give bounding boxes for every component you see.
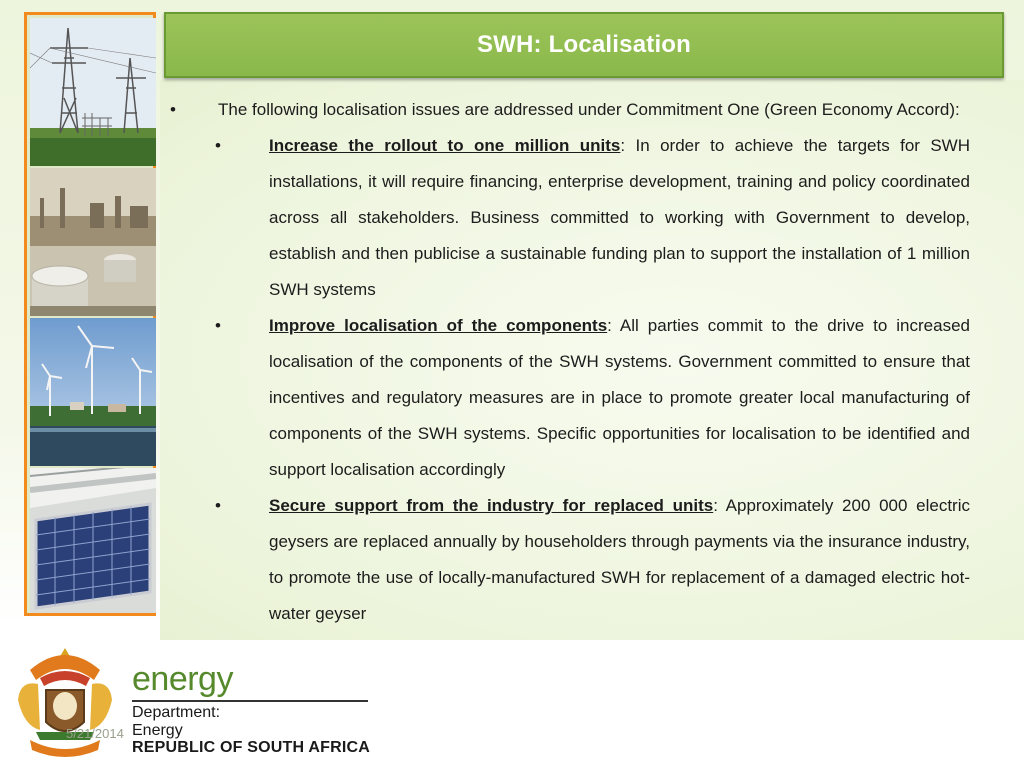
item-text: : All parties commit to the drive to increased localisation of the components of the SWH systems. Government committed to ensure that incentives and regulatory measures are in place to promote greater local manufacturing of components of the SWH systems. Specific opportunities for localisation to be identified and support localisation accordingly	[269, 316, 970, 479]
slide-date: 5/21/2014	[66, 726, 124, 741]
item-heading: Improve localisation of the components	[269, 316, 608, 335]
item-heading: Secure support from the industry for replaced units	[269, 496, 714, 515]
logo-divider	[132, 700, 368, 702]
bullet-marker: •	[170, 100, 176, 119]
solar-panel-photo	[30, 468, 156, 613]
bullet-marker: •	[215, 496, 221, 515]
item-text: : Approximately 200 000 electric geysers are replaced annually by householders through payments via the insurance industry, to promote the use of locally-manufactured SWH for replacement of a damaged electric hot-water geyser	[269, 496, 970, 623]
wind-turbines-photo	[30, 318, 156, 466]
coat-of-arms-logo	[10, 640, 120, 765]
slide-body	[168, 92, 970, 632]
list-item	[168, 308, 970, 488]
energy-brand: energy	[132, 660, 233, 698]
item-heading: Increase the rollout to one million units	[269, 136, 621, 155]
country-name: REPUBLIC OF SOUTH AFRICA	[132, 739, 370, 756]
dept-name: Energy	[132, 722, 183, 739]
dept-label: Department:	[132, 704, 221, 721]
bullet-marker: •	[215, 136, 221, 155]
slide-title: SWH: Localisation	[476, 31, 692, 58]
photo-strip	[24, 12, 156, 616]
item-text: : In order to achieve the targets for SWH installations, it will require financing, enterprise development, training and policy coordinated across all stakeholders. Business committed to working with Government to develop, establish and then publicise a sustainable funding plan to support the installation of 1 million SWH systems	[269, 136, 970, 299]
title-bar	[164, 12, 1004, 78]
power-pylons-photo	[30, 18, 156, 166]
list-item	[168, 488, 970, 632]
intro-bullet	[168, 92, 970, 128]
list-item	[168, 128, 970, 308]
bullet-marker: •	[215, 316, 221, 335]
industrial-plant-photo	[30, 168, 156, 316]
intro-text: The following localisation issues are addressed under Commitment One (Green Economy Accord):	[218, 100, 960, 119]
